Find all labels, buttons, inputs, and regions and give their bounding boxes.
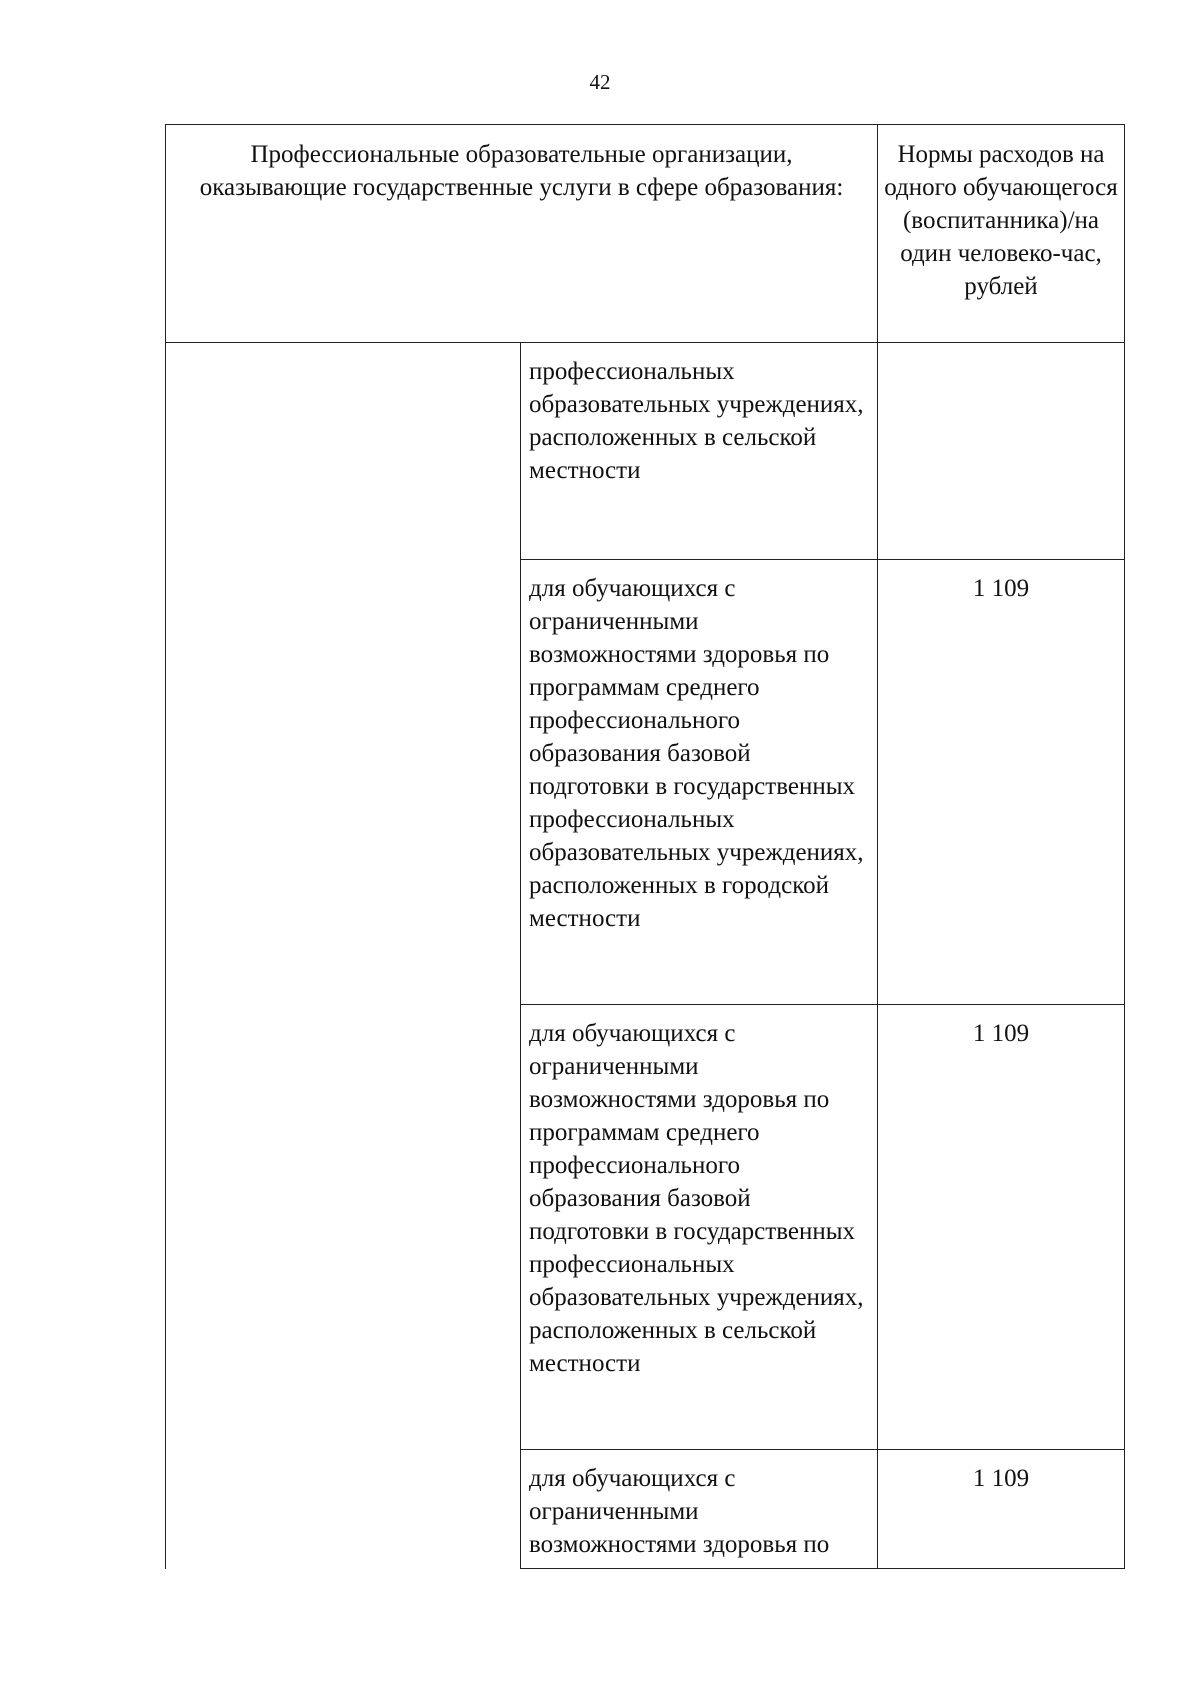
category-cell	[166, 343, 521, 1569]
row-description: для обучающихся с ограниченными возможностями здоровья по программам среднего профессионального образования базовой подготовки в государственных профессиональных образовательных учреждениях, расположенных в городской местности	[521, 560, 878, 1005]
row-value: 1 109	[878, 560, 1125, 1005]
page-number: 42	[589, 70, 611, 94]
norms-table	[165, 124, 1125, 1569]
header-norms: Нормы расходов на одного обучающегося (воспитанника)/на один человеко-час, рублей	[878, 125, 1125, 343]
row-value	[878, 343, 1125, 560]
row-description: профессиональных образовательных учреждениях, расположенных в сельской местности	[521, 343, 878, 560]
row-value: 1 109	[878, 1005, 1125, 1450]
header-organizations: Профессиональные образовательные организации, оказывающие государственные услуги в сфере образования:	[166, 125, 878, 343]
table-row	[166, 343, 1125, 560]
table-header-row	[166, 125, 1125, 343]
row-description: для обучающихся с ограниченными возможностями здоровья по программам среднего профессионального образования базовой подготовки в государственных профессиональных образовательных учреждениях, расположенных в сельской местности	[521, 1005, 878, 1450]
row-description: для обучающихся с ограниченными возможностями здоровья по	[521, 1450, 878, 1569]
row-value: 1 109	[878, 1450, 1125, 1569]
